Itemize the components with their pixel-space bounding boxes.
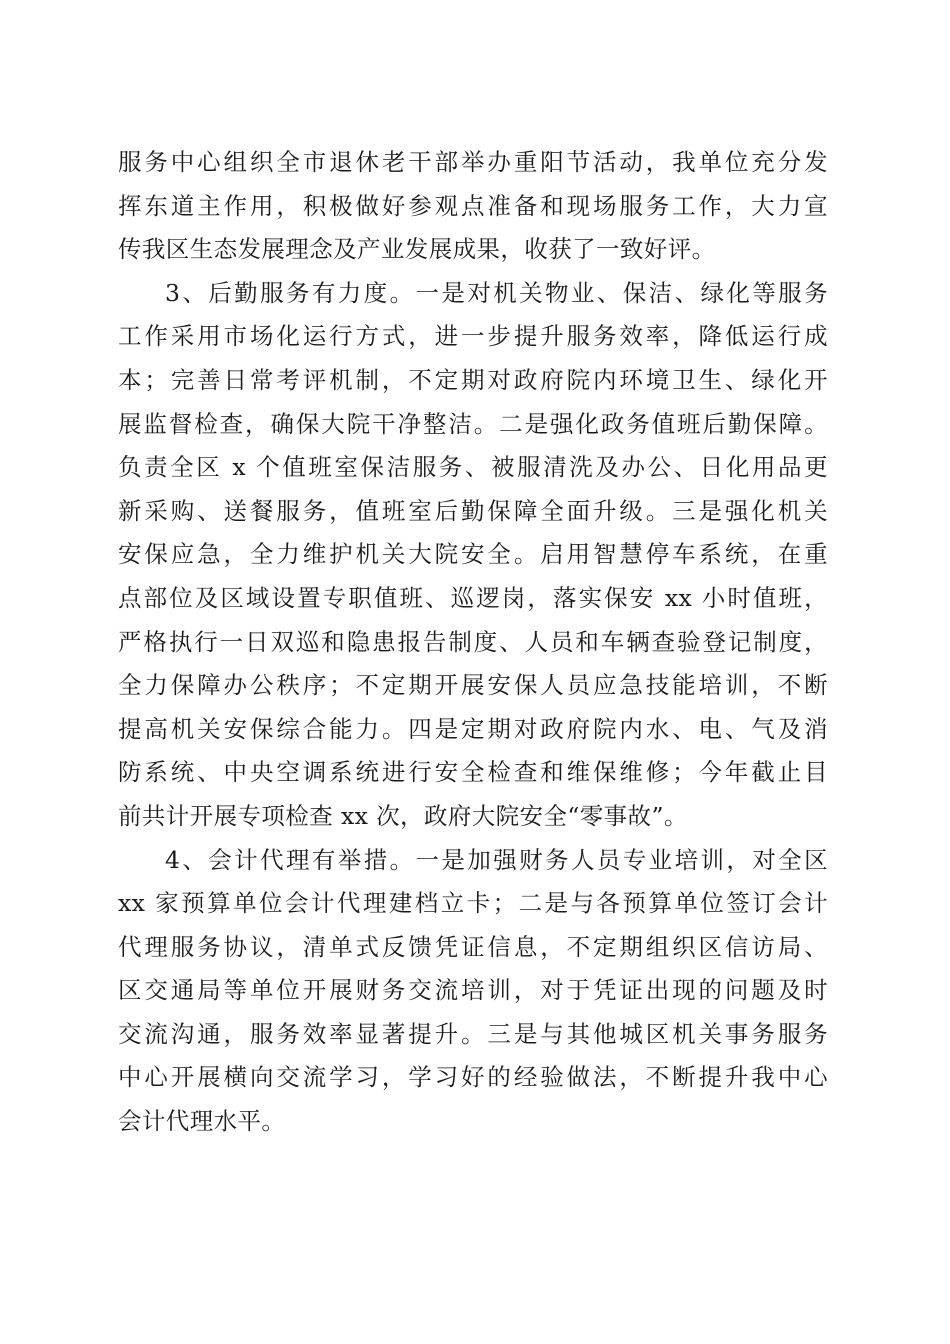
text-line: 点部位及区域设置专职值班、巡逻岗，落实保安 xx 小时值班， (118, 583, 828, 612)
paragraph-1 (118, 141, 828, 272)
text-line: 提高机关安保综合能力。四是定期对政府院内水、电、气及消 (118, 714, 828, 743)
text-line: 安保应急，全力维护机关大院安全。启用智慧停车系统，在重 (118, 540, 828, 569)
text-line: 中心开展横向交流学习，学习好的经验做法，不断提升我中心 (118, 1063, 828, 1092)
text-line: 工作采用市场化运行方式，进一步提升服务效率，降低运行成 (118, 322, 828, 351)
text-line: 前共计开展专项检查 xx 次，政府大院安全“零事故”。 (118, 801, 688, 830)
text-line: 传我区生态发展理念及产业发展成果，收获了一致好评。 (118, 235, 716, 264)
text-line: 负责全区 x 个值班室保洁服务、被服清洗及办公、日化用品更 (118, 453, 828, 482)
paragraph-2 (118, 272, 828, 839)
document-body (118, 141, 828, 1144)
text-line: 会计代理水平。 (118, 1107, 286, 1136)
text-line: 本；完善日常考评机制，不定期对政府院内环境卫生、绿化开 (118, 365, 828, 394)
text-line: 区交通局等单位开展财务交流培训，对于凭证出现的问题及时 (118, 976, 828, 1005)
paragraph-3 (118, 839, 828, 1144)
text-line: 严格执行一日双巡和隐患报告制度、人员和车辆查验登记制度， (118, 627, 828, 656)
text-line: 服务中心组织全市退休老干部举办重阳节活动，我单位充分发 (118, 148, 828, 176)
text-line: 挥东道主作用，积极做好参观点准备和现场服务工作，大力宣 (118, 191, 828, 220)
text-line: 3、后勤服务有力度。一是对机关物业、保洁、绿化等服务 (165, 278, 828, 307)
text-line: 代理服务协议，清单式反馈凭证信息，不定期组织区信访局、 (118, 932, 828, 961)
text-line: 全力保障办公秩序；不定期开展安保人员应急技能培训，不断 (118, 671, 828, 700)
text-line: 展监督检查，确保大院干净整洁。二是强化政务值班后勤保障。 (118, 409, 828, 438)
text-line: xx 家预算单位会计代理建档立卡；二是与各预算单位签订会计 (118, 889, 828, 918)
text-line: 交流沟通，服务效率显著提升。三是与其他城区机关事务服务 (118, 1019, 828, 1048)
text-line: 新采购、送餐服务，值班室后勤保障全面升级。三是强化机关 (118, 496, 828, 525)
text-line: 4、会计代理有举措。一是加强财务人员专业培训，对全区 (165, 845, 828, 874)
text-line: 防系统、中央空调系统进行安全检查和维保维修；今年截止目 (118, 758, 828, 787)
